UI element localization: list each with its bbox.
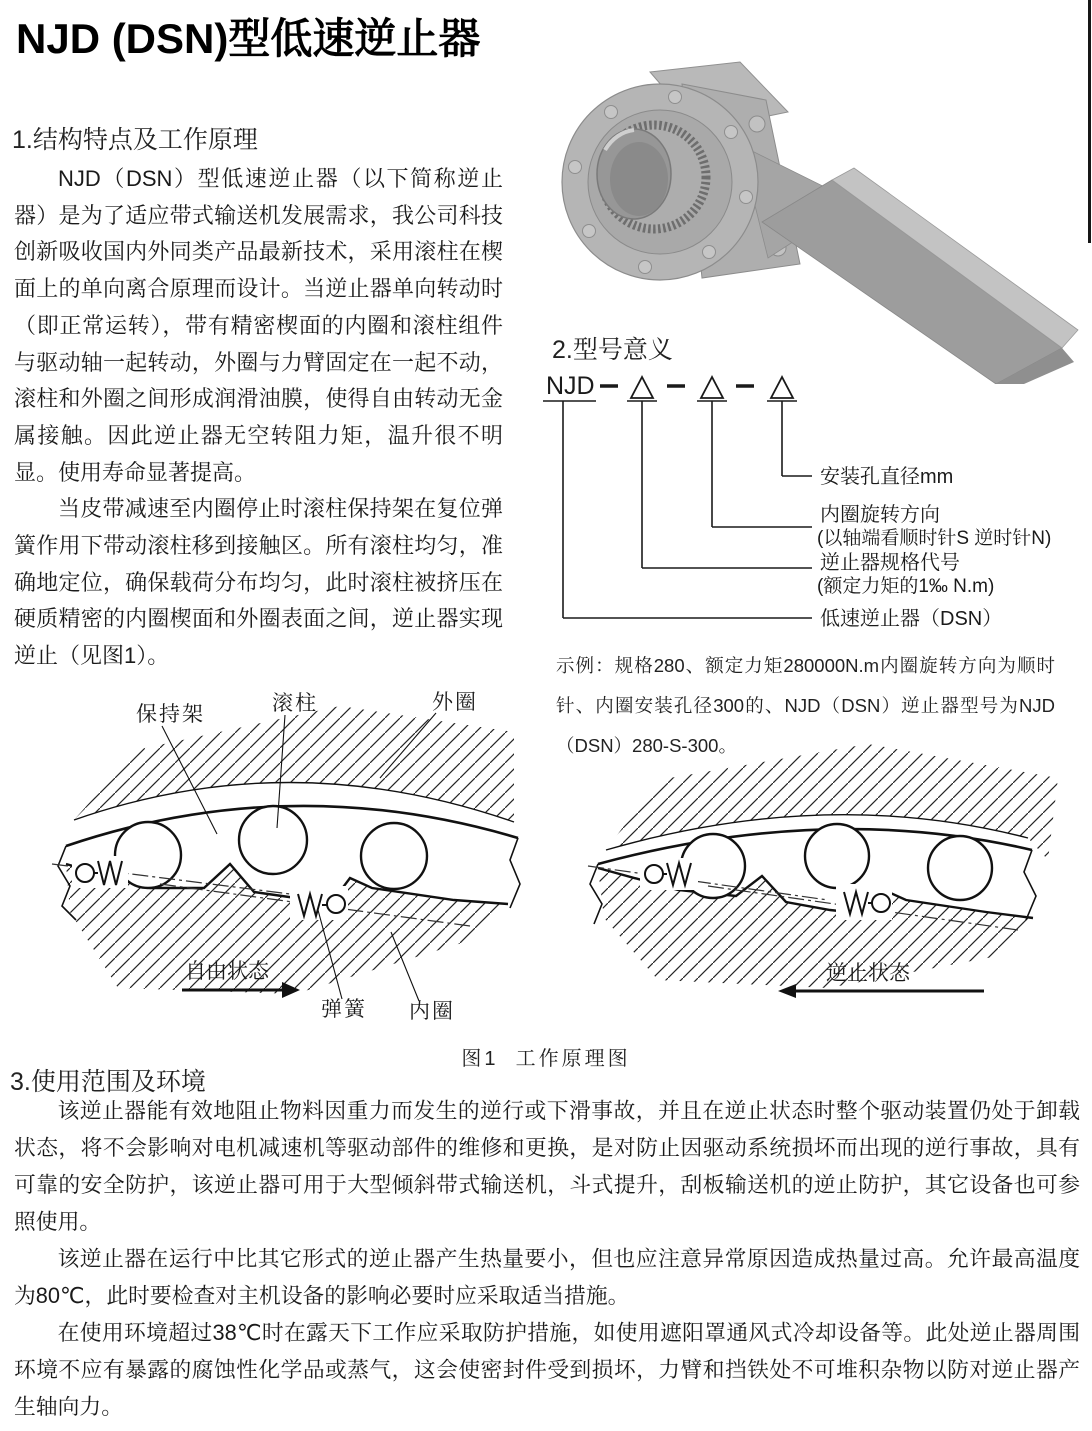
triangle-placeholder (771, 377, 793, 398)
paragraph: NJD（DSN）型低速逆止器（以下简称逆止器）是为了适应带式输送机发展需求，我公司科技创新吸收国内外同类产品最新技术，采用滚柱在楔面上的单向离合原理而设计。当逆止器单向转动时（即正常运转），带有精密楔面的内圈和滚柱组件与驱动轴一起转动，外圈与力臂固定在一起不动，滚柱和外圈之间形成润滑油膜，使得自由转动无金属接触。因此逆止器无空转阻力矩，温升很不明显。使用寿命显著提高。 (14, 166, 503, 485)
inner-ring-label: 内圈 (409, 1000, 455, 1023)
free-state-label: 自由状态 (185, 960, 269, 983)
scan-edge-artifact (1088, 0, 1091, 243)
roller (928, 836, 992, 900)
model-label-spec-note: (额定力矩的1‰ N.m) (817, 576, 995, 597)
model-code-prefix: NJD (546, 372, 595, 400)
section-1-body (14, 161, 503, 675)
model-designation-diagram (540, 366, 1092, 638)
paragraph: 该逆止器在运行中比其它形式的逆止器产生热量要小，但也应注意异常原因造成热量过高。允许最高温度为80℃，此时要检查对主机设备的影响必要时应采取适当措施。 (14, 1246, 1080, 1308)
section-2-heading: 2.型号意义 (552, 336, 673, 364)
outer-ring-label: 外圈 (432, 691, 478, 714)
spring-plunger (327, 895, 345, 913)
cage-label: 保持架 (136, 703, 205, 726)
section-3-body (14, 1092, 1080, 1425)
right-break-edge (510, 838, 520, 908)
plate-bolt (749, 116, 765, 132)
model-label-hole-diameter: 安装孔直径mm (820, 466, 954, 488)
page-title: NJD (DSN)型低速逆止器 (16, 15, 481, 62)
figure-caption: 图1 工作原理图 (461, 1048, 631, 1070)
right-break-edge (1024, 850, 1036, 920)
model-label-rotation: 内圈旋转方向 (820, 504, 940, 526)
spring-plunger (645, 865, 663, 883)
backstop-state-diagram (578, 738, 1092, 1006)
spring-plunger (872, 894, 890, 912)
section-1-heading: 1.结构特点及工作原理 (12, 126, 258, 154)
spring-plunger (76, 864, 94, 882)
stop-state-label: 逆止状态 (826, 962, 910, 985)
paragraph: 该逆止器能有效地阻止物料因重力而发生的逆行或下滑事故，并且在逆止状态时整个驱动装置仍处于卸载状态，将不会影响对电机减速机等驱动部件的维修和更换，是对防止因驱动系统损坏而出现的逆行事故，具有可靠的安全防护，该逆止器可用于大型倾斜带式输送机，斗式提升，刮板输送机的逆止防护，其它设备也可参照使用。 (14, 1098, 1080, 1234)
model-label-spec: 逆止器规格代号 (820, 552, 960, 574)
paragraph: 当皮带减速至内圈停止时滚柱保持架在复位弹簧作用下带动滚柱移到接触区。所有滚柱均匀，准确地定位，确保载荷分布均匀，此时滚柱被挤压在硬质精密的内圈楔面和外圈表面之间，逆止器实现逆止（见图1）。 (14, 496, 503, 669)
triangle-placeholder (701, 377, 723, 398)
roller (361, 823, 427, 889)
roller (805, 824, 869, 888)
triangle-placeholder (631, 377, 653, 398)
model-example: 示例：规格280、额定力矩280000N.m内圈旋转方向为顺时针、内圈安装孔径300的、NJD（DSN）逆止器型号为NJD（DSN）280-S-300。 (556, 655, 1055, 756)
bore-inner (610, 142, 668, 216)
free-state-diagram (40, 688, 536, 1040)
section-3-heading: 3.使用范围及环境 (10, 1068, 206, 1096)
model-label-base: 低速逆止器（DSN） (820, 608, 1003, 630)
roller-label: 滚柱 (272, 692, 318, 715)
model-label-rotation-note: (以轴端看顺时针S 逆时针N) (817, 528, 1052, 549)
paragraph: 在使用环境超过38℃时在露天下工作应采取防护措施，如使用遮阳罩通风式冷却设备等。此处逆止器周围环境不应有暴露的腐蚀性化学品或蒸气，这会使密封件受到损坏，力臂和挡铁处不可堆积杂物以防对逆止器产生轴向力。 (14, 1320, 1080, 1419)
roller (239, 806, 307, 874)
spring-label: 弹簧 (321, 998, 367, 1021)
